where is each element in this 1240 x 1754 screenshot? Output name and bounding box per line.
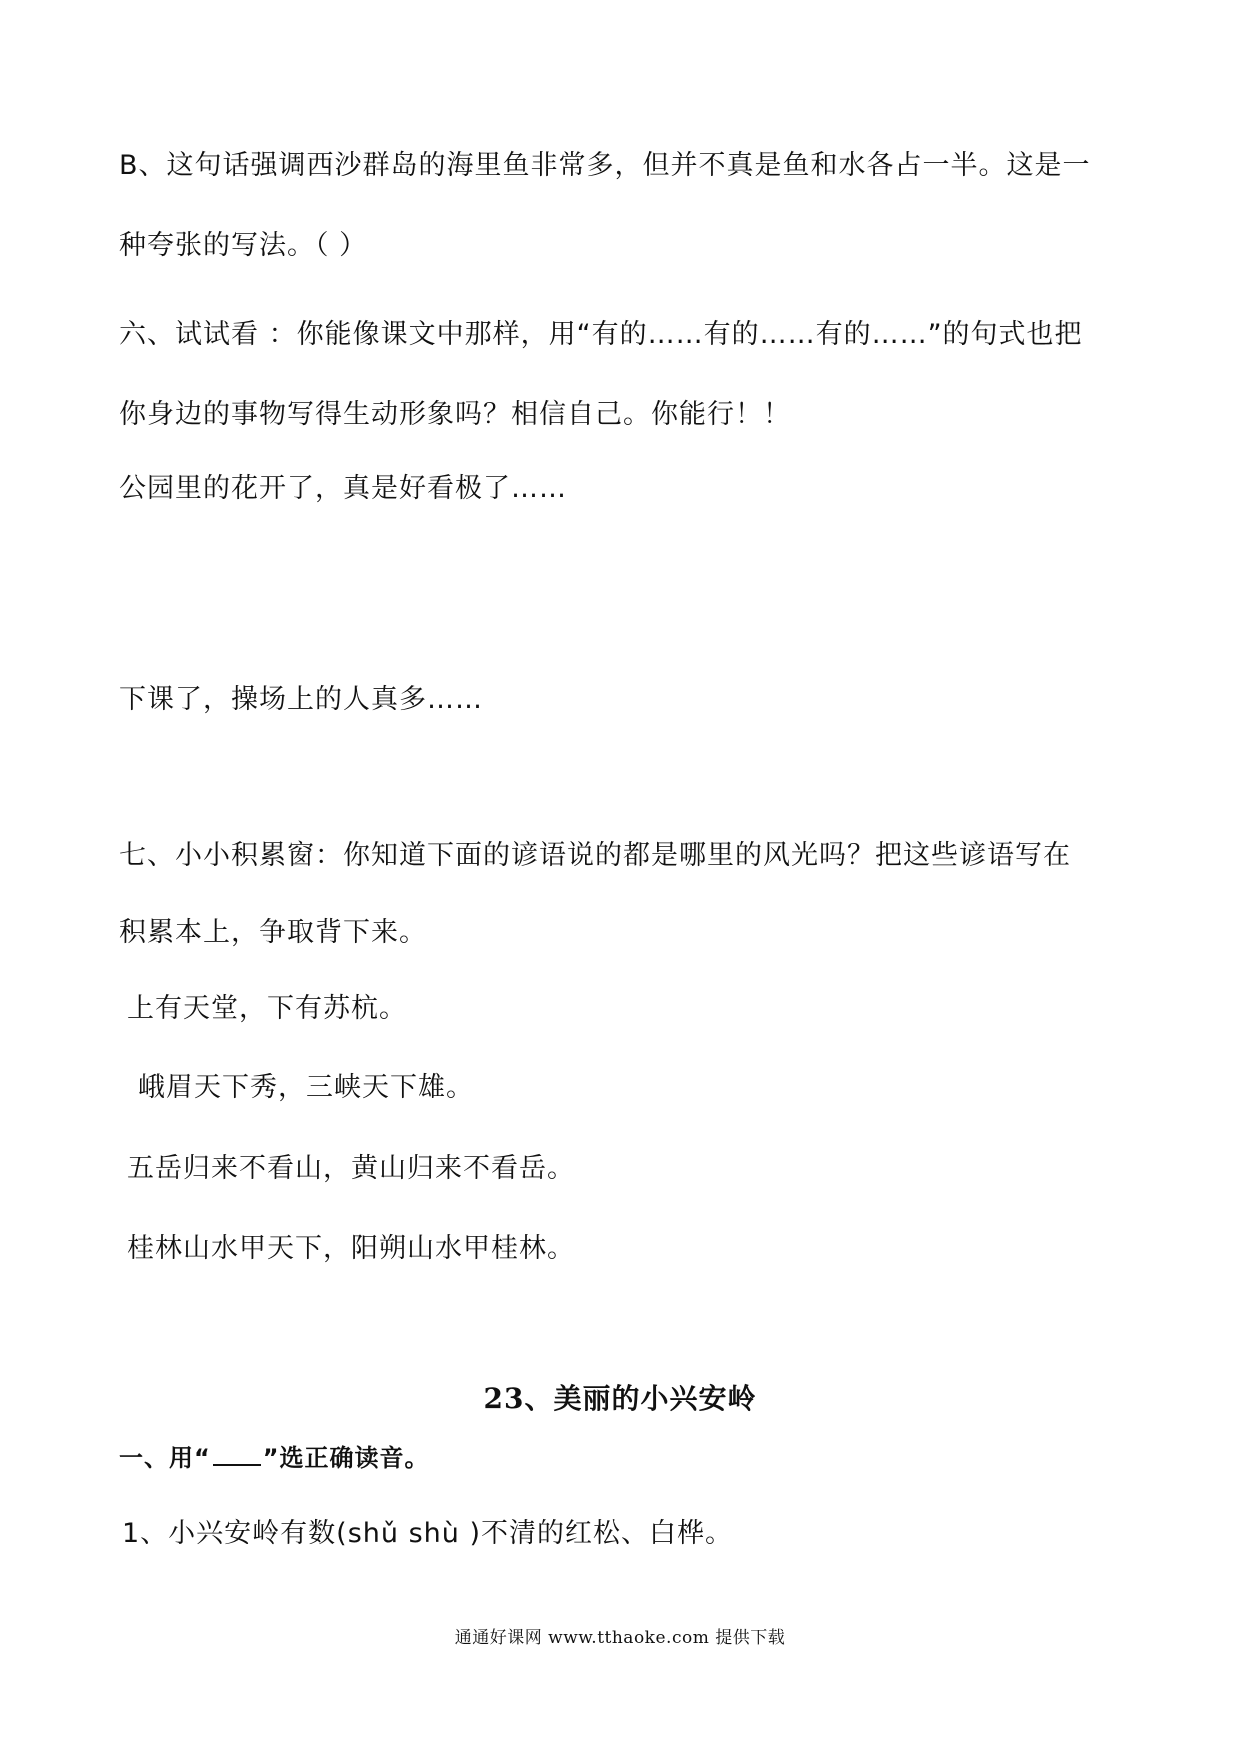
proverb-4: 桂林山水甲天下，阳朔山水甲桂林。 <box>127 1233 575 1264</box>
option-b-line-2: 种夸张的写法。（ ） <box>119 230 368 261</box>
question-six-line-2: 你身边的事物写得生动形象吗？相信自己。你能行！！ <box>119 399 791 430</box>
question-seven-line-1: 七、小小积累窗：你知道下面的谚语说的都是哪里的风光吗？把这些谚语写在 <box>119 840 1071 871</box>
proverb-2: 峨眉天下秀，三峡天下雄。 <box>138 1072 474 1103</box>
park-prompt: 公园里的花开了，真是好看极了…… <box>119 473 567 504</box>
question-one-prefix: 一、用“ <box>119 1444 211 1472</box>
underline-sample <box>213 1446 261 1466</box>
page-footer: 通通好课网 www.tthaoke.com 提供下载 <box>454 1628 786 1648</box>
option-b-line-1: B、这句话强调西沙群岛的海里鱼非常多，但并不真是鱼和水各占一半。这是一 <box>119 150 1091 181</box>
question-seven-line-2: 积累本上，争取背下来。 <box>119 917 427 948</box>
proverb-3: 五岳归来不看山，黄山归来不看岳。 <box>127 1153 575 1184</box>
lesson-title: 23、美丽的小兴安岭 <box>483 1382 757 1415</box>
proverb-1: 上有天堂，下有苏杭。 <box>127 993 407 1024</box>
playground-prompt: 下课了，操场上的人真多…… <box>119 684 483 715</box>
question-six-line-1: 六、试试看 ：你能像课文中那样，用“有的……有的……有的……”的句式也把 <box>119 319 1083 350</box>
question-one-suffix: ”选正确读音。 <box>262 1444 430 1472</box>
question-one-heading <box>119 1440 430 1476</box>
question-one-item-1: 1、小兴安岭有数(shǔ shù )不清的红松、白桦。 <box>122 1518 733 1549</box>
